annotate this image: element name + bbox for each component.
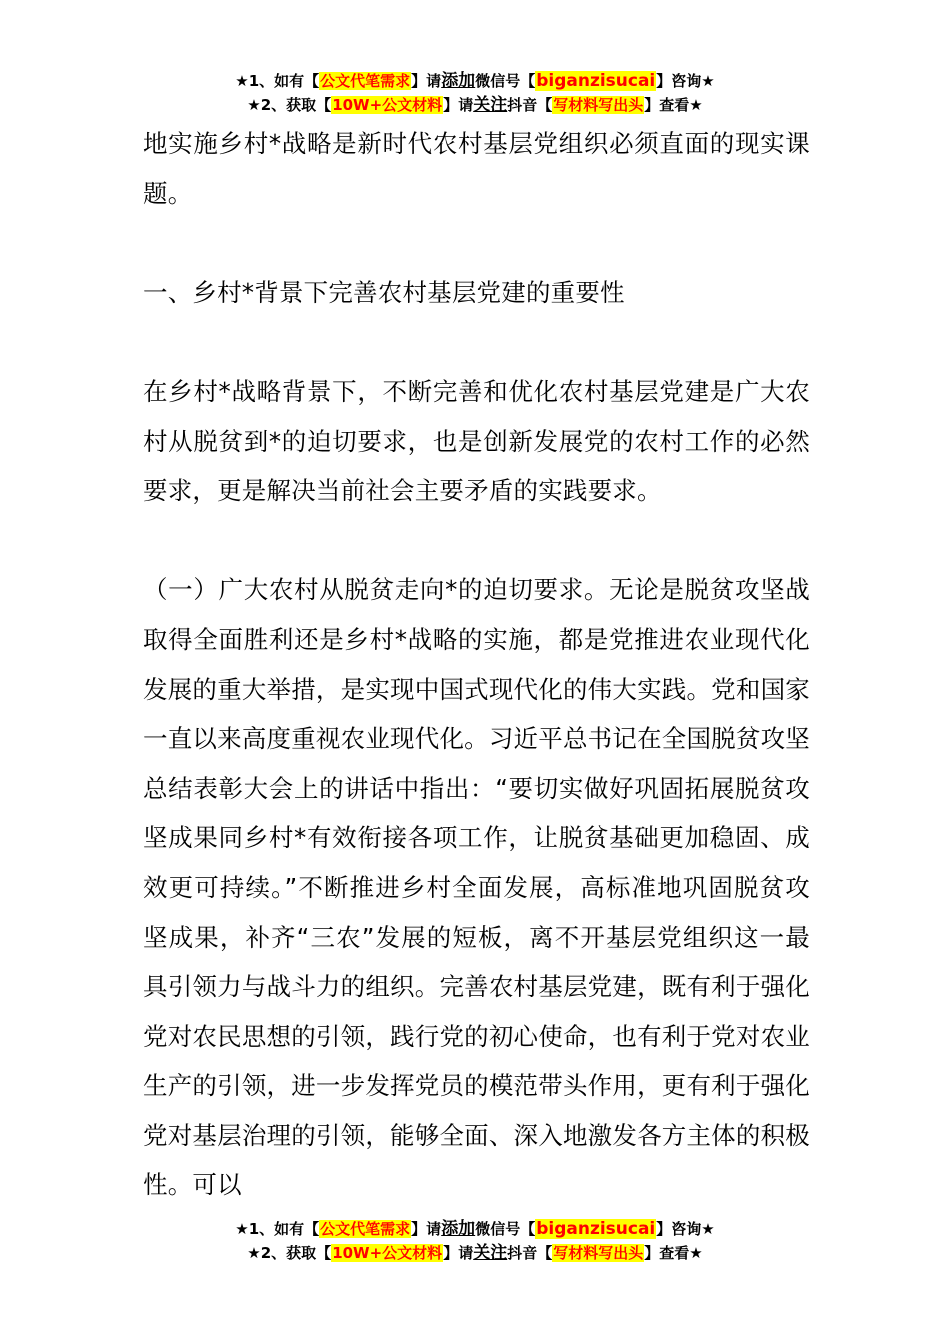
paragraph: 在乡村*战略背景下，不断完善和优化农村基层党建是广大农村从脱贫到*的迫切要求，也是创新发展党的农村工作的必然要求，更是解决当前社会主要矛盾的实践要求。 (143, 376, 810, 506)
highlight-douyin: 写材料写出头 (553, 96, 644, 114)
banner-text: 抖音【 (507, 1244, 553, 1262)
banner-line-2 (0, 93, 950, 117)
highlight-service: 公文代笔需求 (320, 72, 411, 90)
highlight-materials: 10W+公文材料 (332, 96, 443, 114)
footer-banner (0, 1217, 950, 1265)
highlight-wechat-id: biganzisucai (536, 71, 656, 91)
underlined-text: 添加 (441, 71, 476, 91)
highlight-materials: 10W+公文材料 (332, 1244, 443, 1262)
banner-text: ★2、获取【 (247, 96, 332, 114)
banner-text: ★2、获取【 (247, 1244, 332, 1262)
banner-text: ★1、如有【 (235, 72, 320, 90)
blank-line (143, 218, 810, 268)
highlight-service: 公文代笔需求 (320, 1220, 411, 1238)
banner-text: 】请 (443, 1244, 474, 1262)
highlight-douyin: 写材料写出头 (553, 1244, 644, 1262)
banner-text: 抖音【 (507, 96, 553, 114)
banner-line-1 (0, 1217, 950, 1241)
section-heading: 一、乡村*背景下完善农村基层党建的重要性 (143, 277, 625, 307)
banner-text: 】咨询★ (656, 72, 715, 90)
banner-text: 微信号【 (475, 72, 536, 90)
paragraph: （一）广大农村从脱贫走向*的迫切要求。无论是脱贫攻坚战取得全面胜利还是乡村*战略的实施，都是党推进农业现代化发展的重大举措，是实现中国式现代化的伟大实践。党和国家一直以来高度重视农业现代化。习近平总书记在全国脱贫攻坚总结表彰大会上的讲话中指出：“要切实做好巩固拓展脱贫攻坚成果同乡村*有效衔接各项工作，让脱贫基础更加稳固、成效更可持续。”不断推进乡村全面发展，高标准地巩固脱贫攻坚成果，补齐“三农”发展的短板，离不开基层党组织这一最具引领力与战斗力的组织。完善农村基层党建，既有利于强化党对农民思想的引领，践行党的初心使命，也有利于党对农业生产的引领，进一步发挥党员的模范带头作用，更有利于强化党对基层治理的引领，能够全面、深入地激发各方主体的积极性。可以 (143, 575, 810, 1200)
banner-text: 】请 (443, 96, 474, 114)
underlined-text: 关注 (473, 95, 508, 115)
blank-line (143, 516, 810, 566)
banner-line-1 (0, 69, 950, 93)
banner-text: ★1、如有【 (235, 1220, 320, 1238)
banner-text: 】咨询★ (656, 1220, 715, 1238)
banner-line-2 (0, 1241, 950, 1265)
underlined-text: 关注 (473, 1243, 508, 1263)
banner-text: 】查看★ (644, 1244, 703, 1262)
banner-text: 微信号【 (475, 1220, 536, 1238)
underlined-text: 添加 (441, 1219, 476, 1239)
header-banner (0, 69, 950, 117)
banner-text: 】请 (411, 1220, 442, 1238)
banner-text: 】查看★ (644, 96, 703, 114)
document-body (143, 119, 810, 1210)
paragraph-continuation: 地实施乡村*战略是新时代农村基层党组织必须直面的现实课题。 (143, 129, 810, 208)
banner-text: 】请 (411, 72, 442, 90)
blank-line (143, 317, 810, 367)
highlight-wechat-id: biganzisucai (536, 1219, 656, 1239)
